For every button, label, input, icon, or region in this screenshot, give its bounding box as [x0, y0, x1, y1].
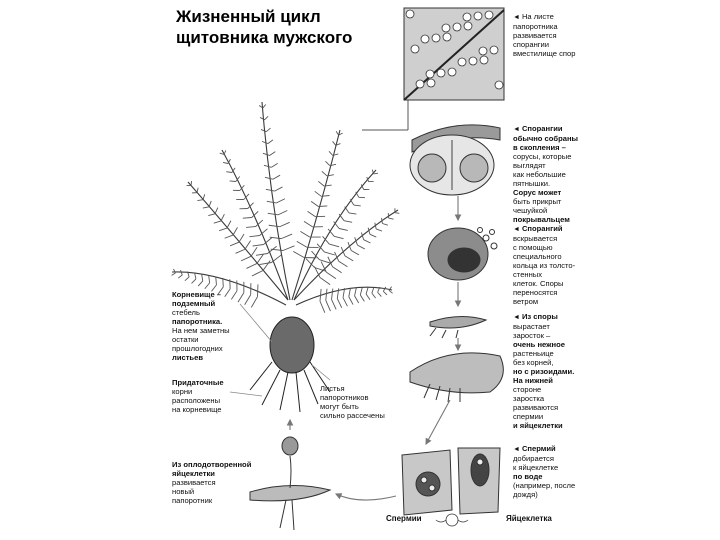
- leaflet: [271, 163, 277, 167]
- sorus-dot: [427, 79, 435, 87]
- stage-2-line-4: сорусы, которые: [513, 152, 572, 161]
- prothallus: [410, 353, 503, 402]
- leaflet: [366, 294, 370, 300]
- stage-4-line-9: стороне: [513, 385, 542, 394]
- leaflet: [326, 272, 336, 279]
- leaflet: [389, 218, 394, 219]
- leaflet: [265, 116, 269, 120]
- leaflet: [319, 260, 330, 263]
- leaflet: [195, 273, 196, 279]
- stage-3-line-7: клеток. Споры: [513, 279, 564, 288]
- leaflet: [376, 229, 382, 231]
- leaflet: [256, 254, 268, 256]
- leaflet: [205, 283, 210, 289]
- stage-2-line-8: Сорус может: [513, 188, 562, 197]
- leaflet: [185, 277, 189, 281]
- leaflet: [209, 275, 210, 283]
- leaflet: [226, 172, 232, 173]
- egg-label: Яйцеклетка: [506, 514, 552, 523]
- leaflet: [266, 189, 275, 191]
- sorus-dot: [485, 11, 493, 19]
- leaflet: [351, 251, 359, 255]
- stage-1-line-4: спорангии: [513, 40, 550, 49]
- leaflet: [355, 296, 359, 303]
- sorus-dot: [479, 47, 487, 55]
- leaflet: [329, 244, 339, 247]
- leaves-line-1: Листья: [320, 384, 345, 393]
- leaflet: [332, 299, 337, 309]
- leaflet: [304, 221, 313, 227]
- leaflet: [263, 260, 270, 270]
- leaflet: [268, 213, 278, 215]
- leaflet: [325, 161, 329, 165]
- leaflet: [382, 218, 383, 224]
- new-fern-line-2: яйцеклетки: [172, 469, 215, 478]
- new-fern-line-1: Из оплодотворенной: [172, 460, 252, 469]
- stage-4-line-12: спермии: [513, 412, 544, 421]
- title-line-1: Жизненный цикл: [176, 7, 321, 26]
- leaflet: [261, 129, 266, 131]
- leaflet: [263, 153, 270, 155]
- stage-5-line-1: Спермий: [521, 444, 556, 453]
- leaflet: [225, 235, 233, 238]
- sorus-dot: [406, 10, 414, 18]
- leaflet: [266, 128, 270, 132]
- sorus-dot: [480, 56, 488, 64]
- leaflet: [344, 221, 352, 223]
- stage-4-line-13: и яйцеклетки: [513, 421, 563, 430]
- leaflet: [230, 242, 239, 246]
- leaflet: [339, 261, 348, 266]
- leaflet: [251, 297, 257, 308]
- leaflet: [278, 211, 287, 215]
- rhizome-note: [172, 290, 242, 362]
- sorus-dot: [453, 23, 461, 31]
- leaflet: [181, 270, 183, 275]
- spore-germination: [430, 316, 486, 338]
- roots-line-4: на корневище: [172, 405, 222, 414]
- stage-5-line-6: дождя): [513, 490, 538, 499]
- stage-3-line-9: ветром: [513, 297, 539, 306]
- leaflet: [293, 251, 304, 257]
- leaflet: [268, 140, 273, 144]
- leaflet: [336, 131, 338, 135]
- pointer-triangle-icon: ◄: [513, 446, 520, 453]
- leaflet: [223, 278, 224, 287]
- sorus-dot: [432, 34, 440, 42]
- leaflet: [245, 295, 251, 305]
- leaflet: [215, 208, 218, 214]
- leaflet: [345, 256, 353, 261]
- leaflet: [283, 246, 294, 251]
- leaflet: [300, 231, 309, 237]
- fern-plant: [172, 102, 398, 305]
- leaflet: [364, 240, 371, 243]
- leaflet: [350, 199, 354, 205]
- leaflet: [332, 289, 333, 300]
- leaflet: [203, 194, 205, 199]
- stage-1-line-5: вместилище спор: [513, 49, 576, 58]
- pointer-triangle-icon: ◄: [513, 226, 520, 233]
- leaflet: [337, 299, 341, 308]
- stage-3-line-6: стенных: [513, 270, 543, 279]
- leaflet: [372, 293, 376, 298]
- young-fern: [250, 437, 330, 530]
- leaflet: [382, 224, 387, 226]
- stage-4-line-5: растеньице: [513, 349, 554, 358]
- leaflet: [339, 214, 344, 221]
- stage-5-line-5: (например, после: [513, 481, 576, 490]
- rhizome-line-2: подземный: [172, 299, 216, 308]
- leaflet: [345, 207, 349, 213]
- leaflet: [253, 245, 264, 247]
- sorus-dot: [426, 70, 434, 78]
- leaves-line-4: сильно рассечены: [320, 411, 385, 420]
- leaflet: [203, 207, 209, 208]
- stage-2-note: [513, 124, 593, 224]
- leaflet: [280, 222, 290, 226]
- stage-2-line-11: покрывальцем: [513, 215, 570, 224]
- title-line-2: щитовника мужского: [176, 28, 353, 47]
- roots-note: [172, 378, 236, 414]
- leaflet: [341, 247, 345, 256]
- leaflet: [320, 289, 321, 301]
- stage-2-line-1: Спорангии: [521, 124, 563, 133]
- leaflet: [308, 211, 316, 216]
- leaflet: [246, 263, 257, 268]
- rhizome-line-7: прошлогодних: [172, 344, 223, 353]
- stage-3-line-5: кольца из толсто-: [513, 261, 576, 270]
- rhizome-line-4: папоротника.: [172, 317, 223, 326]
- leaflet: [343, 298, 347, 307]
- leaflet: [208, 214, 215, 216]
- stage-2-line-5: выглядят: [513, 161, 546, 170]
- new-fern-line-4: новый: [172, 487, 195, 496]
- sorus-dot: [464, 22, 472, 30]
- sorus-section: [410, 125, 500, 195]
- leaflet: [259, 263, 271, 265]
- leaflet: [230, 181, 236, 182]
- stage-2-line-6: как небольшие: [513, 170, 566, 179]
- rhizome-line-5: На нем заметны: [172, 326, 230, 335]
- roots-line-3: расположены: [172, 396, 221, 405]
- leaflet: [315, 191, 322, 196]
- new-fern-note: [172, 460, 256, 505]
- stage-1-note: [513, 12, 593, 58]
- leaflet: [360, 288, 362, 295]
- leaflet: [245, 241, 251, 250]
- leaflet: [214, 221, 221, 223]
- sorus-dot: [469, 57, 477, 65]
- pointer-triangle-icon: ◄: [513, 126, 520, 133]
- leaflet: [269, 225, 280, 226]
- stage-4-line-2: вырастает: [513, 322, 550, 331]
- leaflet: [246, 227, 256, 228]
- leaflet: [332, 267, 341, 273]
- rhizome: [250, 317, 330, 412]
- stage-5-line-4: по воде: [513, 472, 543, 481]
- leaves-note: [320, 384, 400, 420]
- leaflet: [191, 181, 192, 185]
- stage-2-line-2: обычно собраны: [513, 134, 579, 143]
- rhizome-line-1: Корневище –: [172, 290, 222, 299]
- leaflet: [264, 165, 271, 167]
- leaflet: [339, 229, 348, 231]
- stage-2-line-7: пятнышки.: [513, 179, 551, 188]
- stage-3-line-4: специального: [513, 252, 562, 261]
- leaflet: [333, 141, 336, 145]
- fern-leaflets: [172, 104, 400, 312]
- sorus-dot: [442, 24, 450, 32]
- leaf-closeup: [404, 8, 504, 100]
- leaflet: [198, 281, 203, 286]
- leaflet: [349, 213, 356, 214]
- leaves-line-3: могут быть: [320, 402, 359, 411]
- stage-1-line-3: развивается: [513, 31, 557, 40]
- leaflet: [273, 175, 280, 179]
- leaflet: [233, 227, 237, 235]
- stage-4-line-7: но с ризоидами.: [513, 367, 575, 376]
- sorus-dot: [421, 35, 429, 43]
- sorus-dot: [463, 13, 471, 21]
- leaflet: [241, 256, 251, 261]
- new-fern-line-5: папоротник: [172, 496, 213, 505]
- leaflet: [320, 301, 325, 312]
- stage-5-line-3: к яйцеклетке: [513, 463, 559, 472]
- stage-3-line-3: с помощью: [513, 243, 553, 252]
- stage-2-line-3: в скопления –: [513, 143, 566, 152]
- leaflet: [270, 152, 276, 156]
- leaflet: [221, 214, 224, 221]
- stage-3-note: [513, 224, 593, 306]
- leaflet: [216, 277, 217, 285]
- leaflet: [265, 177, 273, 179]
- leaflet: [318, 206, 327, 207]
- sorus-dot: [448, 68, 456, 76]
- leaflet: [372, 287, 374, 293]
- roots-line-2: корни: [172, 387, 193, 396]
- leaflet: [209, 201, 211, 207]
- leaves-line-2: папоротников: [320, 393, 369, 402]
- leaflet: [324, 252, 335, 255]
- leaflet: [322, 171, 327, 176]
- leaflet: [197, 200, 203, 201]
- leaflet: [276, 199, 285, 203]
- leaflet: [348, 242, 351, 250]
- leaflet: [249, 236, 259, 237]
- stage-4-line-10: заростка: [513, 394, 545, 403]
- sorus-dot: [443, 33, 451, 41]
- stage-4-line-4: очень нежное: [513, 340, 565, 349]
- sorus-dot: [495, 81, 503, 89]
- leaflet: [297, 241, 307, 247]
- leaflet: [354, 205, 361, 206]
- stage-3-line-1: Спорангий: [521, 224, 563, 233]
- rhizome-line-8: листьев: [172, 353, 203, 362]
- leaflet: [395, 213, 399, 214]
- stage-2-line-10: чешуйкой: [513, 206, 548, 215]
- sorus-dot: [474, 12, 482, 20]
- leaflet: [252, 271, 263, 276]
- leaflet: [357, 245, 364, 249]
- leaflet: [227, 221, 231, 228]
- leaflet: [172, 273, 176, 275]
- stage-5-note: [513, 444, 593, 499]
- leaflet: [326, 289, 327, 301]
- leaflet: [263, 104, 266, 107]
- rhizome-line-6: остатки: [172, 335, 199, 344]
- leaflet: [383, 291, 387, 295]
- leaflet: [320, 278, 330, 285]
- sorus-dot: [437, 69, 445, 77]
- stage-2-line-9: быть прикрыт: [513, 197, 562, 206]
- stage-5-line-2: добирается: [513, 454, 554, 463]
- leaflet: [197, 188, 198, 193]
- leaflet: [378, 292, 382, 296]
- new-fern-line-3: развивается: [172, 478, 216, 487]
- fertilization-panels: [402, 448, 500, 515]
- pointer-triangle-icon: ◄: [513, 14, 520, 21]
- leaflet: [360, 295, 364, 301]
- leaflet: [349, 288, 351, 297]
- leaflet: [275, 187, 283, 191]
- leaflet: [389, 290, 392, 293]
- stage-4-note: [513, 312, 593, 430]
- stage-1-line-1: На листе: [521, 12, 554, 21]
- leaflet: [224, 150, 226, 154]
- stage-3-line-8: переносятся: [513, 288, 558, 297]
- stage-3-line-2: вскрывается: [513, 234, 558, 243]
- stage-4-line-11: развиваются: [513, 403, 559, 412]
- leaflet: [355, 288, 357, 296]
- leaflet: [219, 228, 227, 231]
- pointer-triangle-icon: ◄: [513, 314, 520, 321]
- sporangium: [428, 228, 497, 281]
- stage-4-line-3: заросток –: [513, 331, 551, 340]
- sorus-dot: [416, 80, 424, 88]
- sperm-label: Спермии: [386, 514, 422, 523]
- sorus-dot: [490, 46, 498, 54]
- stage-4-line-1: Из споры: [521, 312, 558, 321]
- leaflet: [223, 162, 228, 163]
- stage-1-line-2: папоротника: [513, 22, 558, 31]
- stage-4-line-8: На нижней: [513, 376, 553, 385]
- leaflet: [243, 218, 252, 219]
- leaflet: [192, 279, 196, 283]
- leaflet: [374, 173, 378, 174]
- sorus-dot: [411, 45, 419, 53]
- leaflet: [366, 287, 368, 294]
- sorus-dot: [458, 58, 466, 66]
- leaflet: [178, 275, 182, 278]
- leaflet: [334, 236, 343, 238]
- leaflet: [349, 297, 353, 305]
- leaflet: [272, 255, 282, 263]
- leaflet: [236, 249, 245, 253]
- leaflet: [326, 300, 331, 311]
- leaflet: [202, 274, 203, 281]
- leaflet: [239, 234, 244, 242]
- rhizome-line-3: стебель: [172, 308, 200, 317]
- sperm-cells: [436, 514, 468, 526]
- leaflet: [267, 201, 276, 203]
- roots-line-1: Придаточные: [172, 378, 224, 387]
- stage-4-line-6: без корней,: [513, 358, 554, 367]
- leaflet: [311, 201, 318, 206]
- leaflet: [318, 181, 324, 186]
- leaflet: [329, 151, 333, 155]
- leaflet: [262, 141, 268, 143]
- leaflet: [281, 234, 292, 239]
- leaflet: [370, 234, 376, 237]
